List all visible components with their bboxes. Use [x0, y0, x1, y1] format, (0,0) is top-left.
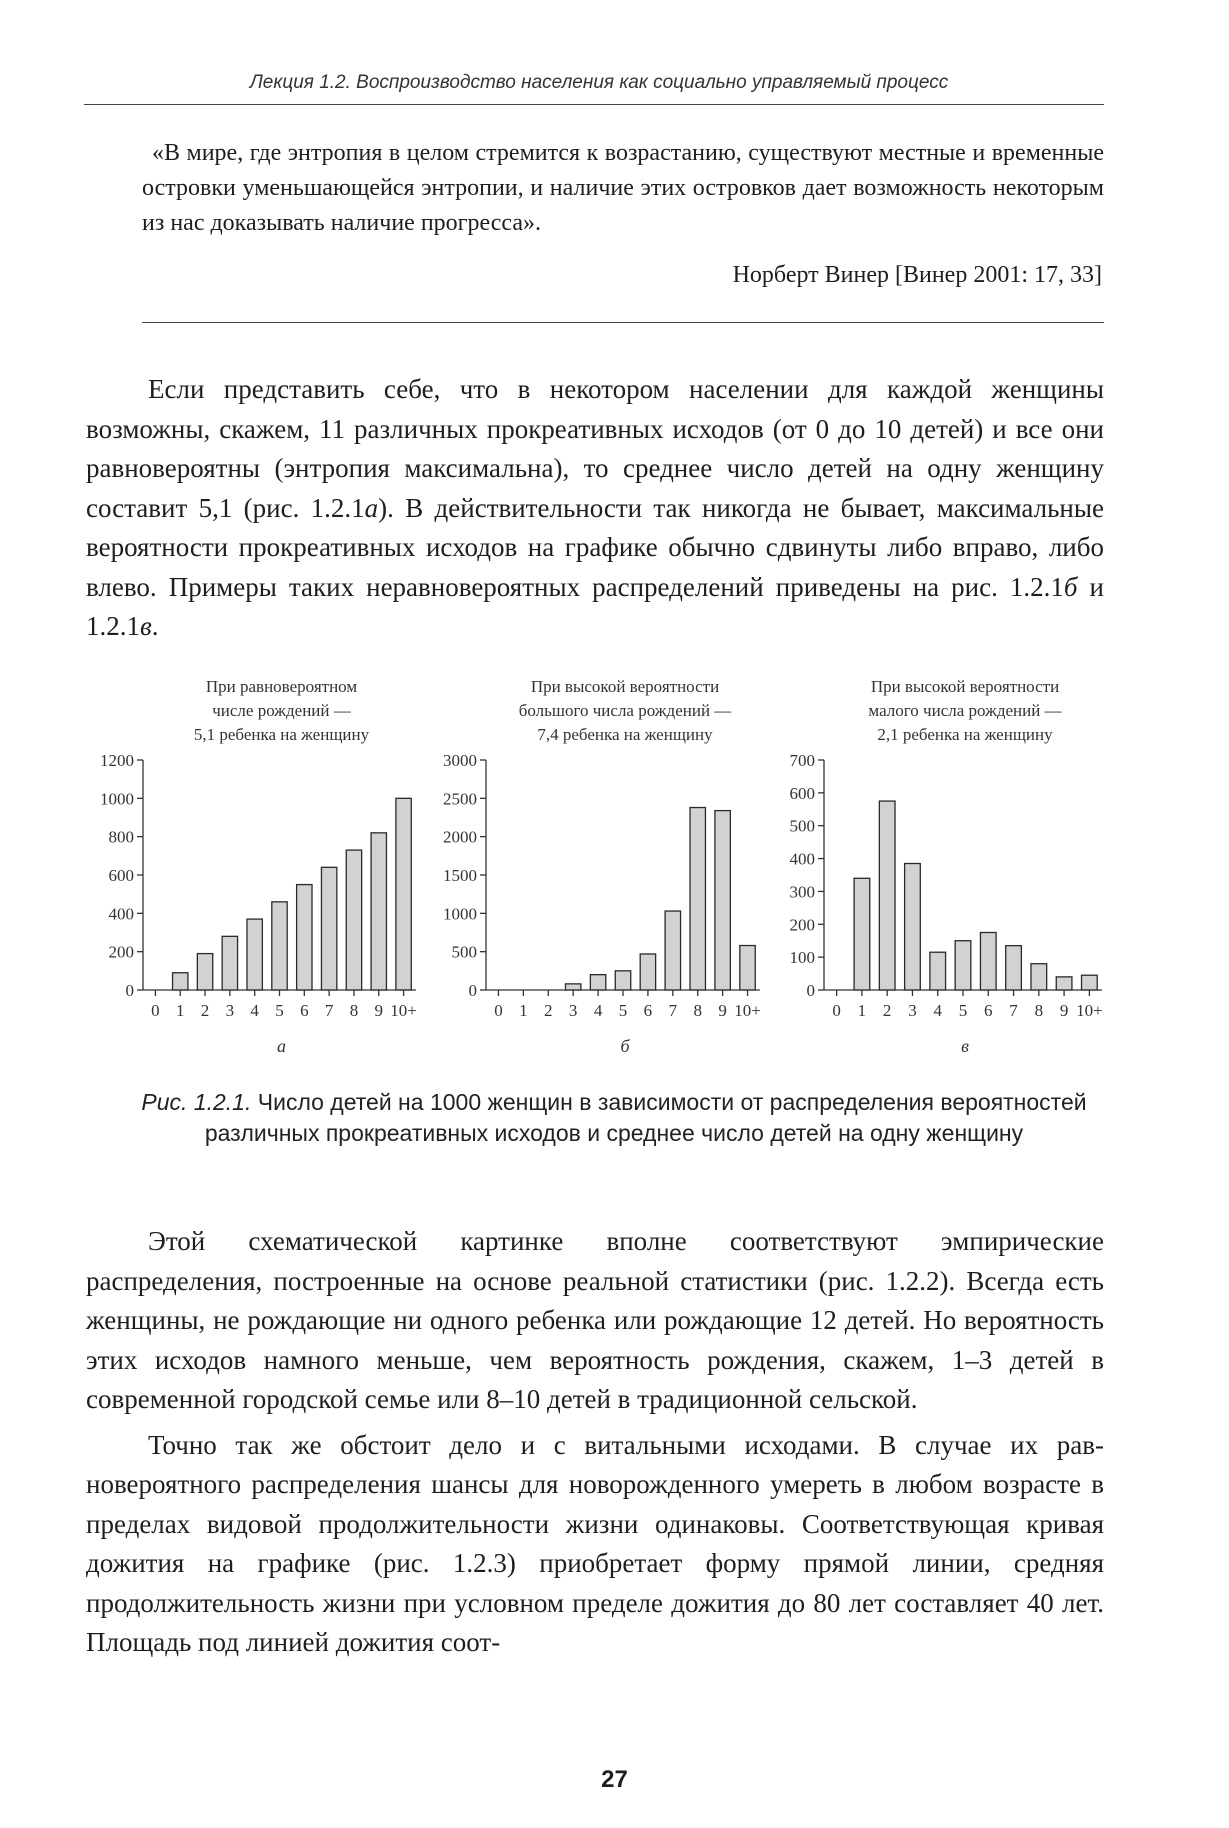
chart-2-x-tick-label: 8	[693, 1001, 702, 1020]
chart-1-y-tick-label: 600	[108, 866, 134, 885]
chart-3-bar	[1082, 975, 1098, 990]
paragraph-2: Этой схематической картинке вполне соответствуют эмпирические распределения, построенные на основе реальной статистики (рис. 1.2.2). Всегда есть женщины, не рождающие ни одного ребенка или рождающие 12 детей. Но вероятность этих исходов намного меньше, чем вероятность рождения, скажем, 1–3 детей в современной городской семье или 8–10 детей в традиционной сельской.	[86, 1226, 1104, 1414]
chart-1-bar	[272, 902, 287, 990]
chart-1-bar	[321, 867, 336, 990]
chart-3-title-line: малого числа рождений —	[868, 701, 1062, 720]
chart-2-x-tick-label: 1	[519, 1001, 528, 1020]
chart-1-bar	[247, 919, 262, 990]
chart-1-bar	[396, 798, 411, 990]
chart-1-y-tick-label: 200	[108, 942, 134, 962]
paragraph-1-text-2: ). В действительности так никогда не бывает, максимальные вероятности прокреативных исходов на графике обычно сдвинуты либо вправо, либо влево. Примеры таких неравновероятных распределений приведены на рис. 1.2.1	[86, 492, 1104, 602]
chart-1-bar	[346, 850, 361, 990]
chart-3-bar	[1031, 964, 1047, 990]
figure-ref-b: б	[1063, 571, 1078, 602]
chart-2-x-tick-label: 3	[568, 1001, 578, 1020]
chart-1-x-tick-label: 1	[175, 1001, 185, 1020]
chart-3-bar	[930, 952, 946, 990]
chart-3-y-tick-label: 700	[789, 751, 815, 770]
paragraph-1	[86, 370, 1104, 647]
chart-3-bar	[1006, 946, 1022, 990]
body-continued	[86, 1222, 1104, 1663]
chart-1-x-tick-label: 6	[300, 1001, 309, 1020]
figure-1-2-1	[0, 670, 1229, 1070]
chart-2-y-tick-label: 0	[468, 981, 477, 1000]
chart-1-x-tick-label: 5	[275, 1001, 284, 1020]
paragraph-1-text-4: .	[151, 611, 159, 641]
chart-2-x-tick-label: 9	[718, 1001, 727, 1020]
chart-3-x-tick-label: 0	[832, 1001, 841, 1020]
chart-3-bar	[854, 878, 870, 990]
chart-3-y-tick-label: 600	[789, 783, 815, 803]
chart-3-y-tick-label: 0	[806, 981, 815, 1000]
chart-1-bar	[222, 936, 237, 990]
chart-2-bar	[640, 954, 655, 990]
caption-label: Рис. 1.2.1.	[141, 1089, 252, 1115]
chart-2-y-tick-label: 2000	[443, 827, 477, 847]
chart-1-title-line: 5,1 ребенка на женщину	[193, 725, 370, 744]
chart-3-x-tick-label: 3	[908, 1001, 917, 1020]
chart-2-y-tick-label: 2500	[443, 789, 477, 809]
chart-2-x-tick-label: 5	[618, 1001, 628, 1020]
chart-3-bar	[905, 864, 921, 991]
chart-1-x-tick-label: 3	[225, 1001, 235, 1020]
chart-2-x-tick-label: 4	[593, 1001, 603, 1020]
chart-1-bar	[371, 833, 386, 990]
chart-1-bar	[173, 973, 188, 990]
chart-1-x-tick-label: 4	[250, 1001, 259, 1020]
chart-3-title-line: 2,1 ребенка на женщину	[877, 725, 1053, 744]
chart-3-x-tick-label: 6	[984, 1001, 993, 1020]
epigraph-rule	[142, 322, 1104, 323]
chart-3-bar	[1056, 977, 1072, 990]
chart-2-x-tick-label: 0	[494, 1001, 503, 1020]
chart-1-bar	[197, 954, 212, 990]
paragraph-1-text-3: и 1.2.1	[86, 571, 1104, 641]
figure-charts	[0, 670, 1229, 1070]
chart-1-x-tick-label: 8	[349, 1001, 359, 1020]
chart-2-y-tick-label: 1500	[443, 866, 477, 885]
chart-3-x-tick-label: 10+	[1076, 1001, 1103, 1020]
chart-3-x-tick-label: 9	[1059, 1001, 1069, 1020]
chart-3-y-tick-label: 100	[789, 948, 815, 968]
page-number: 27	[601, 1766, 628, 1793]
paragraph-1-text-1: Если представить себе, что в некотором населении для каждой женщины возможны, скажем, 11 различных прокреативных исходов (от 0 до 10 детей) и все они равновероятны (энтропия максимальна), то среднее число детей на одну женщину составит 5,1 (рис. 1.2.1	[86, 374, 1104, 523]
chart-1-x-tick-label: 0	[151, 1001, 160, 1020]
figure-caption	[84, 1087, 1144, 1149]
chart-2-bar	[665, 911, 680, 990]
chart-1-panel-label: а	[277, 1036, 286, 1056]
chart-2-title-line: 7,4 ребенка на женщину	[537, 725, 713, 744]
chart-2-bar	[615, 971, 630, 990]
chart-3-y-tick-label: 500	[789, 816, 815, 836]
chart-1-x-tick-label: 2	[200, 1001, 210, 1020]
header-rule	[84, 104, 1104, 105]
chart-3-x-tick-label: 7	[1009, 1001, 1018, 1020]
chart-1-x-tick-label: 10+	[390, 1001, 417, 1020]
paragraph-3: Точно так же обстоит дело и с витальными исходами. В случае их равновероятного распределения шансы для новорожденного умереть в любом возрасте в пределах видовой продолжительности жизни одинаковы. Соответствующая кривая дожития на графике (рис. 1.2.3) приобретает форму прямой линии, средняя продолжительность жизни при условном пределе дожития до 80 лет составляет 40 лет. Площадь под линией дожития соот-	[86, 1429, 1104, 1657]
chart-2-bar	[715, 811, 730, 990]
caption-text: Число детей на 1000 женщин в зависимости от распределения вероятностей различных прокреативных исходов и среднее число детей на одну женщину	[204, 1089, 1087, 1146]
chart-1-y-tick-label: 1200	[100, 751, 134, 770]
chart-2-title-line: При высокой вероятности	[530, 677, 720, 696]
chart-3-bar	[980, 933, 996, 991]
chart-2-y-tick-label: 500	[451, 942, 477, 962]
chart-3-x-tick-label: 4	[933, 1001, 942, 1020]
chart-1-y-tick-label: 1000	[100, 789, 134, 809]
chart-1-y-tick-label: 0	[125, 981, 134, 1000]
chart-3-y-tick-label: 400	[789, 849, 815, 869]
chart-3-bar	[955, 941, 971, 990]
chart-3-y-tick-label: 300	[789, 882, 815, 902]
chart-3-panel-label: в	[961, 1036, 969, 1056]
chart-1-y-tick-label: 400	[108, 904, 134, 924]
chart-2-panel-label: б	[620, 1036, 630, 1056]
chart-2-bar	[590, 975, 605, 990]
chart-3-x-tick-label: 2	[882, 1001, 892, 1020]
chart-1-bar	[297, 885, 312, 990]
chart-2-bar	[740, 946, 755, 990]
chart-2-x-tick-label: 2	[544, 1001, 553, 1020]
figure-ref-c: в	[140, 611, 152, 641]
chart-3-y-tick-label: 200	[789, 915, 815, 935]
chart-2-y-tick-label: 3000	[443, 751, 477, 770]
epigraph-quote: «В мире, где энтропия в целом стремится к возрастанию, существуют местные и временные островки уменьшающейся энтропии, и наличие этих островков дает возможность некоторым из нас доказывать наличие прогресса».	[142, 140, 1104, 236]
chart-3-title-line: При высокой вероятности	[870, 677, 1060, 696]
chart-2-y-tick-label: 1000	[443, 904, 477, 924]
chart-2-x-tick-label: 6	[643, 1001, 653, 1020]
chart-1-title-line: числе рождений —	[212, 701, 351, 720]
chart-1-y-tick-label: 800	[108, 827, 134, 847]
epigraph-source: Норберт Винер [Винер 2001: 17, 33]	[732, 262, 1102, 288]
chart-3-x-tick-label: 8	[1034, 1001, 1044, 1020]
chart-2-x-tick-label: 7	[668, 1001, 678, 1020]
chart-3-bar	[879, 801, 895, 990]
chart-1-x-tick-label: 7	[324, 1001, 334, 1020]
figure-ref-a: а	[364, 492, 379, 523]
chart-2-bar	[565, 984, 580, 990]
chart-2-title-line: большого числа рождений —	[518, 701, 732, 720]
chart-3-x-tick-label: 5	[958, 1001, 968, 1020]
chart-2-bar	[690, 808, 705, 990]
chart-1-x-tick-label: 9	[374, 1001, 384, 1020]
chart-3-x-tick-label: 1	[857, 1001, 867, 1020]
chart-2-x-tick-label: 10+	[734, 1001, 761, 1020]
running-header: Лекция 1.2. Воспроизводство населения как социально управляемый процесс	[249, 72, 949, 93]
chart-1-title-line: При равновероятном	[205, 677, 358, 696]
